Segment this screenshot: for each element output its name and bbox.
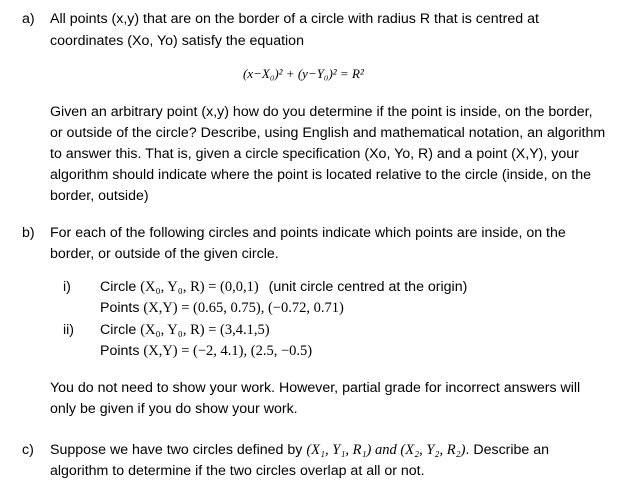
item-ii-circle-word: Circle <box>100 322 137 338</box>
item-ii-points-row <box>100 341 312 361</box>
part-a-para-line-4: algorithm should indicate where the point is located relative to the circle (inside, on the <box>50 167 592 183</box>
part-c-line-2: algorithm to determine if the two circles overlap at all or not. <box>50 463 425 479</box>
item-i-circle-row <box>100 277 467 297</box>
part-a-para-line-5: border, outside) <box>50 188 149 204</box>
item-ii-points-math: (X,Y) = (−2, 4.1), (2.5, −0.5) <box>143 343 313 359</box>
part-c-label: c) <box>22 442 34 458</box>
part-c-line-1-math: (X₁, Y₁, R₁) and (X₂, Y₂, R₂) <box>306 442 466 458</box>
part-b-label: b) <box>22 225 35 241</box>
part-b-line-1: For each of the following circles and points indicate which points are inside, on the <box>50 225 566 241</box>
part-a-line-2: coordinates (Xo, Yo) satisfy the equation <box>50 33 304 49</box>
part-a-label: a) <box>22 11 35 27</box>
part-c-line-1 <box>50 440 549 460</box>
part-c-line-1-pre: Suppose we have two circles defined by <box>50 442 303 458</box>
part-a-para-line-2: or outside of the circle? Describe, using English and mathematical notation, an algorithm <box>50 125 606 141</box>
part-a-line-1: All points (x,y) that are on the border of a circle with radius R that is centred at <box>50 11 539 27</box>
part-b-note-line-1: You do not need to show your work. However, partial grade for incorrect answers will <box>50 380 581 396</box>
item-i-circle-note: (unit circle centred at the origin) <box>268 279 468 295</box>
part-a-para-line-3: to answer this. That is, given a circle specification (Xo, Yo, R) and a point (X,Y), your <box>50 146 579 162</box>
item-ii-label: ii) <box>63 322 75 338</box>
circle-equation: (x−X₀)² + (y−Y₀)² = R² <box>243 66 364 81</box>
part-b-line-2: border, or outside of the given circle. <box>50 246 279 262</box>
item-ii-circle-math: (X₀, Y₀, R) = (3,4.1,5) <box>140 322 270 338</box>
part-a-para-line-1: Given an arbitrary point (x,y) how do you determine if the point is inside, on the border, <box>50 104 593 120</box>
part-c-line-1-post: . Describe an <box>465 442 550 458</box>
item-i-circle-math: (X₀, Y₀, R) = (0,0,1) <box>140 279 259 295</box>
item-i-points-row <box>100 298 344 318</box>
item-i-circle-word: Circle <box>100 279 137 295</box>
item-ii-circle-row <box>100 320 270 340</box>
item-ii-points-word: Points <box>100 343 140 359</box>
item-i-points-word: Points <box>100 300 140 316</box>
item-i-points-math: (X,Y) = (0.65, 0.75), (−0.72, 0.71) <box>143 300 344 316</box>
item-i-label: i) <box>63 279 71 295</box>
part-b-note-line-2: only be given if you do show your work. <box>50 401 298 417</box>
